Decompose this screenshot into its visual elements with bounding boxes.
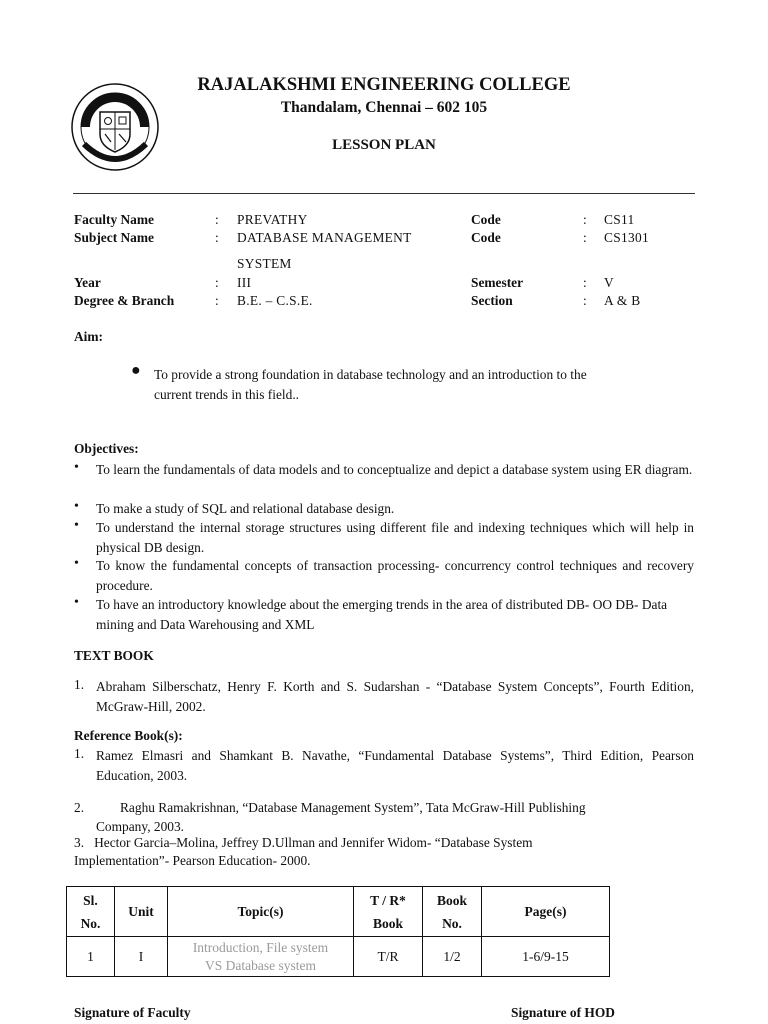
code-label-1: Code bbox=[471, 212, 501, 227]
textbook-heading: TEXT BOOK bbox=[74, 648, 154, 663]
college-address: Thandalam, Chennai – 602 105 bbox=[280, 99, 488, 116]
aim-heading: Aim: bbox=[74, 329, 104, 344]
objective-bullet-icon: • bbox=[74, 499, 79, 514]
objective-item-2: To make a study of SQL and relational database design. bbox=[96, 501, 395, 516]
header-tr-book bbox=[354, 887, 423, 937]
objectives-heading: Objectives: bbox=[74, 441, 139, 456]
table-header-row bbox=[67, 887, 610, 937]
header-sl-line-2: No. bbox=[80, 915, 101, 931]
code-label-2: Code bbox=[471, 230, 501, 245]
row-pages: 1-6/9-15 bbox=[482, 937, 610, 977]
reference-item-2-line-2: Company, 2003. bbox=[96, 819, 185, 834]
header-unit: Unit bbox=[115, 887, 168, 937]
header-tr-line-2: Book bbox=[372, 915, 403, 931]
reference-item-1: Ramez Elmasri and Shamkant B. Navathe, “Fundamental Database Systems”, Third Edition, Pearson Education, 2003. bbox=[96, 748, 694, 783]
semester-label: Semester bbox=[471, 275, 524, 290]
header-topics: Topic(s) bbox=[168, 887, 354, 937]
reference-item-2-line-1: Raghu Ramakrishnan, “Database Management System”, Tata McGraw-Hill Publishing bbox=[120, 800, 586, 815]
year-value: III bbox=[237, 275, 252, 290]
header-book-line-2: No. bbox=[442, 915, 462, 931]
subject-name-label: Subject Name bbox=[74, 230, 154, 245]
textbook-item-number: 1. bbox=[74, 677, 85, 692]
header-divider bbox=[73, 193, 695, 194]
row-topic-line-1: Introduction, File system bbox=[192, 939, 329, 955]
faculty-name-label: Faculty Name bbox=[74, 212, 154, 227]
textbook-item-1: Abraham Silberschatz, Henry F. Korth and S. Sudarshan - “Database System Concepts”, Fourth Edition, McGraw-Hill, 2002. bbox=[96, 679, 694, 714]
degree-branch-value: B.E. – C.S.E. bbox=[237, 293, 313, 308]
hod-signature-label: Signature of HOD bbox=[511, 1005, 615, 1020]
aim-line-2: current trends in this field.. bbox=[154, 386, 300, 402]
row-topic-line-2: VS Database system bbox=[205, 957, 316, 973]
semester-value: V bbox=[604, 275, 614, 290]
code-colon-1: : bbox=[583, 212, 587, 227]
objective-bullet-icon: • bbox=[74, 460, 79, 475]
header-book-no bbox=[423, 887, 482, 937]
objective-item-1: To learn the fundamentals of data models and to conceptualize and depict a database system using ER diagram. bbox=[96, 462, 693, 477]
header-tr-line-1: T / R* bbox=[370, 892, 406, 908]
year-label: Year bbox=[74, 275, 101, 290]
college-name: RAJALAKSHMI ENGINEERING COLLEGE bbox=[197, 75, 571, 95]
subject-colon: : bbox=[215, 230, 219, 245]
code-value-1: CS11 bbox=[604, 212, 635, 227]
objective-item-4: To know the fundamental concepts of transaction processing- concurrency control techniques and recovery procedure. bbox=[96, 558, 694, 593]
objective-bullet-icon: • bbox=[74, 556, 79, 571]
row-topic bbox=[168, 937, 354, 977]
row-tr: T/R bbox=[354, 937, 423, 977]
objective-item-3: To understand the internal storage structures using different file and indexing techniques which will help in physical DB design. bbox=[96, 520, 694, 555]
code-colon-2: : bbox=[583, 230, 587, 245]
reference-item-3-line-1: 3. Hector Garcia–Molina, Jeffrey D.Ullman and Jennifer Widom- “Database System bbox=[74, 835, 533, 850]
header-book-line-1: Book bbox=[436, 892, 467, 908]
aim-bullet-icon: ● bbox=[131, 362, 141, 379]
header-sl-line-1: Sl. bbox=[83, 892, 98, 908]
section-label: Section bbox=[471, 293, 513, 308]
objective-item-5: To have an introductory knowledge about the emerging trends in the area of distributed DB- OO DB- Data mining and Data Warehousing and XML bbox=[96, 597, 668, 632]
section-colon: : bbox=[583, 293, 587, 308]
degree-branch-label: Degree & Branch bbox=[74, 293, 175, 308]
lesson-table bbox=[66, 886, 610, 977]
document-title: LESSON PLAN bbox=[332, 137, 436, 153]
reference-1-number: 1. bbox=[74, 746, 85, 761]
year-colon: : bbox=[215, 275, 219, 290]
faculty-colon: : bbox=[215, 212, 219, 227]
row-unit: I bbox=[115, 937, 168, 977]
code-value-2: CS1301 bbox=[604, 230, 649, 245]
aim-line-1: To provide a strong foundation in database technology and an introduction to the bbox=[154, 367, 587, 382]
row-book: 1/2 bbox=[423, 937, 482, 977]
objective-bullet-icon: • bbox=[74, 595, 79, 610]
semester-colon: : bbox=[583, 275, 587, 290]
header-sl-no bbox=[67, 887, 115, 937]
header-pages: Page(s) bbox=[482, 887, 610, 937]
reference-2-number: 2. bbox=[74, 800, 85, 815]
references-heading: Reference Book(s): bbox=[74, 728, 183, 743]
section-value: A & B bbox=[604, 293, 641, 308]
objective-bullet-icon: • bbox=[74, 518, 79, 533]
faculty-signature-label: Signature of Faculty bbox=[74, 1005, 191, 1020]
row-sl: 1 bbox=[67, 937, 115, 977]
faculty-name-value: PREVATHY bbox=[237, 212, 308, 227]
table-row bbox=[67, 937, 610, 977]
subject-name-value-1: DATABASE MANAGEMENT bbox=[237, 230, 412, 245]
aim-text bbox=[154, 365, 587, 404]
subject-name-value-2: SYSTEM bbox=[237, 256, 292, 271]
reference-item-3-line-2: Implementation”- Pearson Education- 2000. bbox=[74, 853, 311, 868]
degree-colon: : bbox=[215, 293, 219, 308]
